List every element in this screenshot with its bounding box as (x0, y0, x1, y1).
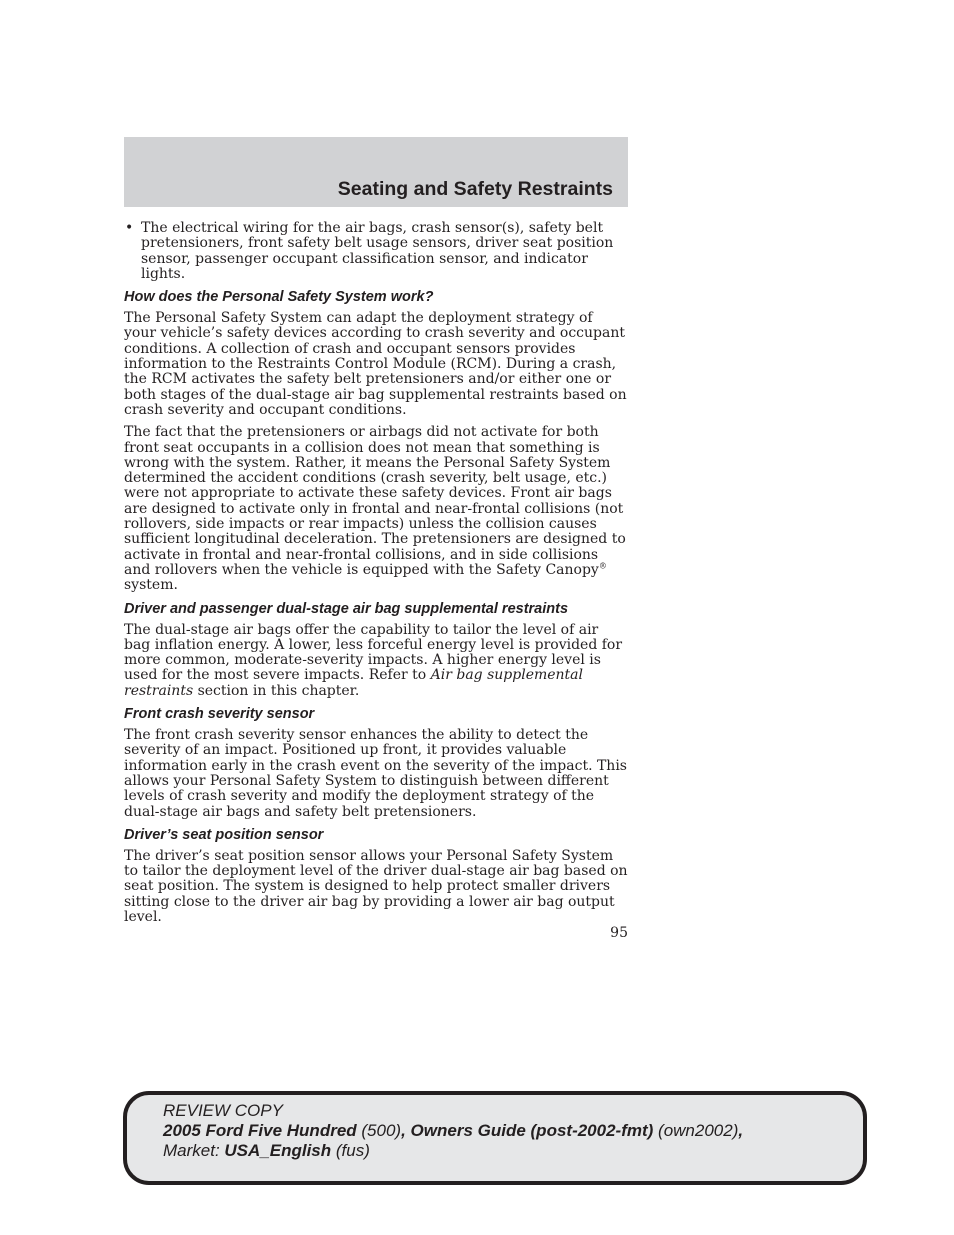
paragraph: The driver’s seat position sensor allows your Personal Safety System to tailor the deployment level of the driver dual-stage air bag based on seat position. The system is designed to help protect smaller drivers sitting close to the driver air bag by providing a lower air bag output level. (124, 847, 628, 925)
footer-line-2 (163, 1121, 743, 1141)
section-heading: Driver’s seat position sensor (124, 826, 324, 843)
paragraph-text-end: section in this chapter. (193, 682, 360, 699)
cross-reference: Air bag supplemental restraints (124, 667, 584, 699)
section-heading: Front crash severity sensor (124, 706, 315, 723)
review-label: REVIEW COPY (163, 1101, 283, 1120)
page-content (124, 221, 628, 932)
vehicle-model: 2005 Ford Five Hundred (163, 1121, 357, 1140)
bullet-icon: • (125, 220, 134, 236)
section-heading: Driver and passenger dual-stage air bag supplemental restraints (124, 600, 569, 617)
paragraph: The Personal Safety System can adapt the deployment strategy of your vehicle’s safety devices according to crash severity and occupant conditions. A collection of crash and occupant sensors provides information to the Restraints Control Module (RCM). During a crash, the RCM activates the safety belt pretensioners and/or either one or both stages of the dual-stage air bag supplemental restraints based on crash severity and occupant conditions. (124, 310, 627, 418)
registered-mark: ® (598, 561, 607, 571)
paragraph-text-end: system. (124, 577, 178, 594)
guide-code: (own2002) (653, 1121, 739, 1140)
market-code: (fus) (331, 1141, 370, 1160)
paragraph-text: The fact that the pretensioners or airbags did not activate for both front seat occupants in a collision does not mean that something is wrong with the system. Rather, it means the Personal Safety System determined the accident conditions (crash severity, belt usage, etc.) were not appropriate to activate these safety devices. Front air bags are designed to activate only in frontal and near-frontal collisions (not rollovers, side impacts or rear impacts) unless the collision causes sufficient longitudinal deceleration. The pretensioners are designed to activate in frontal and near-frontal collisions, and in side collisions and rollovers when the vehicle is equipped with the Safety Canopy (124, 424, 626, 578)
footer-line-3 (163, 1141, 743, 1161)
paragraph-text: The dual-stage air bags offer the capability to tailor the level of air bag inflation energy. A lower, less forceful energy level is provided for more common, moderate-severity impacts. A higher energy level is used for the most severe impacts. Refer to (124, 621, 623, 684)
list-item (124, 221, 628, 282)
market-label: Market: (163, 1141, 225, 1160)
market-value: USA_English (224, 1141, 332, 1160)
review-copy-footer (123, 1091, 867, 1185)
separator: , (401, 1121, 411, 1140)
paragraph: The front crash severity sensor enhances the ability to detect the severity of an impact. Positioned up front, it provides valuable information early in the crash event on the severity of the impact. This allows your Personal Safety System to distinguish between different levels of crash severity and modify the deployment strategy of the dual-stage air bags and safety belt pretensioners. (124, 727, 627, 820)
section-header-bar (124, 137, 628, 207)
model-code: (500) (356, 1121, 402, 1140)
list-item-text: The electrical wiring for the air bags, crash sensor(s), safety belt pretensioners, front safety belt usage sensors, driver seat position sensor, passenger occupant classification sensor, and indicator lights. (141, 220, 614, 282)
paragraph (124, 425, 628, 593)
footer-text (163, 1101, 743, 1161)
guide-name: Owners Guide (post-2002-fmt) (410, 1121, 654, 1140)
section-heading: How does the Personal Safety System work? (124, 289, 434, 306)
separator: , (738, 1121, 744, 1140)
page-number: 95 (610, 925, 628, 941)
section-title: Seating and Safety Restraints (337, 178, 613, 200)
paragraph (124, 623, 628, 699)
